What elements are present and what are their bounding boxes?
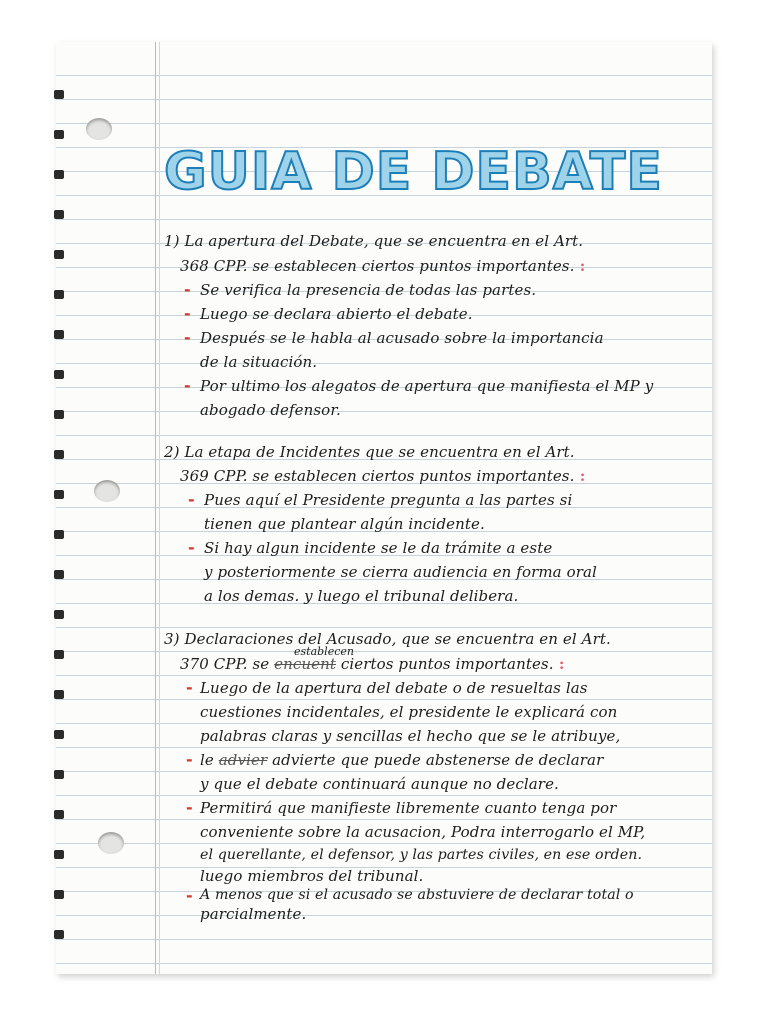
section-3-bullet-4-line-1: A menos que si el acusado se abstuviere de declarar total o	[200, 887, 634, 903]
spiral-coil	[54, 530, 64, 539]
spiral-coil	[54, 490, 64, 499]
section-2-bullet-2-line-2: y posteriormente se cierra audiencia en forma oral	[204, 563, 597, 581]
spiral-coil	[54, 410, 64, 419]
spiral-coil	[54, 210, 64, 219]
spiral-coil	[54, 770, 64, 779]
spiral-coil	[54, 370, 64, 379]
section-2-bullet-1-line-2: tienen que plantear algún incidente.	[204, 515, 485, 533]
section-3-bullet-1-line-2: cuestiones incidentales, el presidente le explicará con	[200, 703, 618, 721]
section-3-bullet-1-line-3: palabras claras y sencillas el hecho que se le atribuye,	[200, 727, 621, 745]
section-3-bullet-3-line-4: luego miembros del tribunal.	[200, 867, 424, 885]
spiral-coil	[54, 90, 64, 99]
spiral-coil	[54, 730, 64, 739]
spiral-coil	[54, 850, 64, 859]
section-3-bullet-3-line-2: conveniente sobre la acusacion, Podra interrogarlo el MP,	[200, 823, 646, 841]
spiral-coil	[54, 290, 64, 299]
margin-line	[155, 42, 156, 974]
bullet-dash: -	[188, 538, 195, 557]
spiral-binding	[54, 90, 68, 950]
bullet-dash: -	[184, 304, 191, 323]
spiral-coil	[54, 690, 64, 699]
section-1-bullet-4-line-1: Por ultimo los alegatos de apertura que manifiesta el MP y	[200, 377, 654, 395]
bullet-dash: -	[184, 328, 191, 347]
section-1-bullet-1: Se verifica la presencia de todas las partes.	[200, 281, 537, 299]
spiral-coil	[54, 810, 64, 819]
bullet-dash: -	[184, 376, 191, 395]
section-1-bullet-3-line-1: Después se le habla al acusado sobre la importancia	[200, 329, 604, 347]
section-3-bullet-2-line-2: y que el debate continuará aunque no declare.	[200, 775, 559, 793]
section-1-intro-line-1: 1) La apertura del Debate, que se encuentra en el Art.	[164, 232, 584, 250]
spiral-coil	[54, 610, 64, 619]
section-2-bullet-2-line-1: Si hay algun incidente se le da trámite a este	[204, 539, 553, 557]
section-2-bullet-1-line-1: Pues aquí el Presidente pregunta a las partes si	[204, 491, 573, 509]
section-2-intro-line-1: 2) La etapa de Incidentes que se encuentra en el Art.	[164, 443, 575, 461]
spiral-coil	[54, 170, 64, 179]
section-3-bullet-4-line-2: parcialmente.	[200, 905, 307, 923]
spiral-coil	[54, 570, 64, 579]
section-3-bullet-3-line-3: el querellante, el defensor, y las partes civiles, en ese orden.	[200, 847, 643, 863]
spiral-coil	[54, 250, 64, 259]
spiral-coil	[54, 130, 64, 139]
punch-hole	[86, 118, 112, 140]
section-3-bullet-2-line-1: le advier advierte que puede abstenerse de declarar	[200, 751, 604, 769]
spiral-coil	[54, 890, 64, 899]
bullet-dash: -	[186, 750, 193, 769]
section-3-intro-line-2: 370 CPP. se encuent ciertos puntos importantes. :	[180, 655, 565, 673]
punch-hole	[98, 832, 124, 854]
spiral-coil	[54, 650, 64, 659]
strikethrough-word: encuent	[274, 655, 336, 673]
bullet-dash: -	[186, 678, 193, 697]
section-1-intro-line-2: 368 CPP. se establecen ciertos puntos importantes. :	[180, 257, 586, 275]
bullet-dash: -	[184, 280, 191, 299]
section-2-bullet-2-line-3: a los demas. y luego el tribunal delibera.	[204, 587, 519, 605]
section-1-bullet-4-line-2: abogado defensor.	[200, 401, 341, 419]
section-3-bullet-3-line-1: Permitirá que manifieste libremente cuanto tenga por	[200, 799, 617, 817]
section-3-bullet-1-line-1: Luego de la apertura del debate o de resueltas las	[200, 679, 588, 697]
margin-line-inner	[159, 42, 160, 974]
page-title: GUIA DE DEBATE	[164, 142, 663, 202]
bullet-dash: -	[188, 490, 195, 509]
punch-hole	[94, 480, 120, 502]
section-1-bullet-3-line-2: de la situación.	[200, 353, 318, 371]
bullet-dash: -	[186, 798, 193, 817]
spiral-coil	[54, 450, 64, 459]
section-2-intro-line-2: 369 CPP. se establecen ciertos puntos importantes. :	[180, 467, 586, 485]
section-3-intro-line-1: 3) Declaraciones del Acusado, que se encuentra en el Art.	[164, 630, 611, 648]
spiral-coil	[54, 930, 64, 939]
spiral-coil	[54, 330, 64, 339]
bullet-dash: -	[186, 886, 193, 905]
section-3-insert-word: establecen	[294, 645, 354, 658]
section-1-bullet-2: Luego se declara abierto el debate.	[200, 305, 473, 323]
